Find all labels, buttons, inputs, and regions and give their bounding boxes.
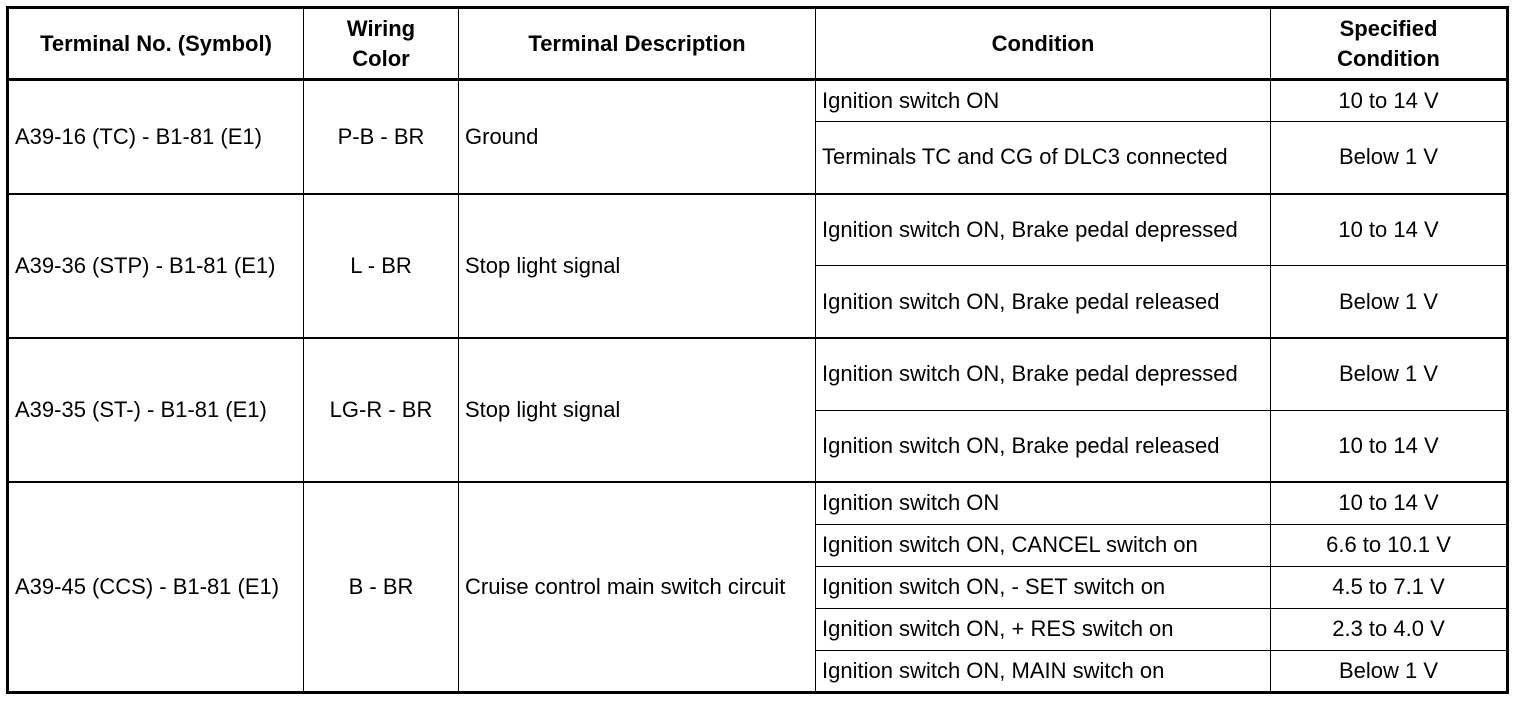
condition-cell: Terminals TC and CG of DLC3 connected [816, 122, 1271, 194]
table-row [8, 338, 1508, 410]
terminal-cell: A39-35 (ST-) - B1-81 (E1) [8, 338, 304, 482]
terminal-spec-table [6, 6, 1509, 694]
header-row [8, 8, 1508, 80]
specified-condition-cell: Below 1 V [1271, 650, 1508, 692]
specified-condition-cell: 10 to 14 V [1271, 482, 1508, 524]
condition-cell: Ignition switch ON, Brake pedal depressed [816, 338, 1271, 410]
table-row [8, 80, 1508, 122]
condition-cell: Ignition switch ON, + RES switch on [816, 608, 1271, 650]
terminal-cell: A39-45 (CCS) - B1-81 (E1) [8, 482, 304, 692]
description-cell: Stop light signal [459, 338, 816, 482]
header-terminal-label: Terminal No. (Symbol) [40, 30, 272, 56]
wiring-color-cell: L - BR [304, 194, 459, 338]
condition-cell: Ignition switch ON [816, 482, 1271, 524]
table-row [8, 194, 1508, 266]
condition-cell: Ignition switch ON, - SET switch on [816, 566, 1271, 608]
specified-condition-cell: Below 1 V [1271, 266, 1508, 338]
specified-condition-cell: Below 1 V [1271, 338, 1508, 410]
header-condition [816, 8, 1271, 80]
condition-cell: Ignition switch ON, MAIN switch on [816, 650, 1271, 692]
header-wiring-line1: Wiring [346, 15, 416, 41]
specified-condition-cell: 6.6 to 10.1 V [1271, 524, 1508, 566]
wiring-color-cell: LG-R - BR [304, 338, 459, 482]
terminal-cell: A39-36 (STP) - B1-81 (E1) [8, 194, 304, 338]
description-cell: Cruise control main switch circuit [459, 482, 816, 692]
header-wiring-line2: Color [352, 45, 410, 71]
header-specified-line1: Specified [1339, 15, 1438, 41]
condition-cell: Ignition switch ON, Brake pedal depressed [816, 194, 1271, 266]
specified-condition-cell: 10 to 14 V [1271, 194, 1508, 266]
description-cell: Ground [459, 80, 816, 194]
terminal-cell: A39-16 (TC) - B1-81 (E1) [8, 80, 304, 194]
condition-cell: Ignition switch ON [816, 80, 1271, 122]
description-cell: Stop light signal [459, 194, 816, 338]
wiring-color-cell: B - BR [304, 482, 459, 692]
condition-cell: Ignition switch ON, Brake pedal released [816, 266, 1271, 338]
specified-condition-cell: 4.5 to 7.1 V [1271, 566, 1508, 608]
condition-cell: Ignition switch ON, CANCEL switch on [816, 524, 1271, 566]
condition-cell: Ignition switch ON, Brake pedal released [816, 410, 1271, 482]
header-specified-line2: Condition [1337, 45, 1440, 71]
specified-condition-cell: 10 to 14 V [1271, 410, 1508, 482]
wiring-color-cell: P-B - BR [304, 80, 459, 194]
header-specified-condition [1271, 8, 1508, 80]
header-condition-label: Condition [991, 30, 1095, 56]
header-description-label: Terminal Description [528, 30, 746, 56]
specified-condition-cell: 10 to 14 V [1271, 80, 1508, 122]
header-terminal [8, 8, 304, 80]
header-wiring-color [304, 8, 459, 80]
specified-condition-cell: Below 1 V [1271, 122, 1508, 194]
specified-condition-cell: 2.3 to 4.0 V [1271, 608, 1508, 650]
header-description [459, 8, 816, 80]
table-row [8, 482, 1508, 524]
